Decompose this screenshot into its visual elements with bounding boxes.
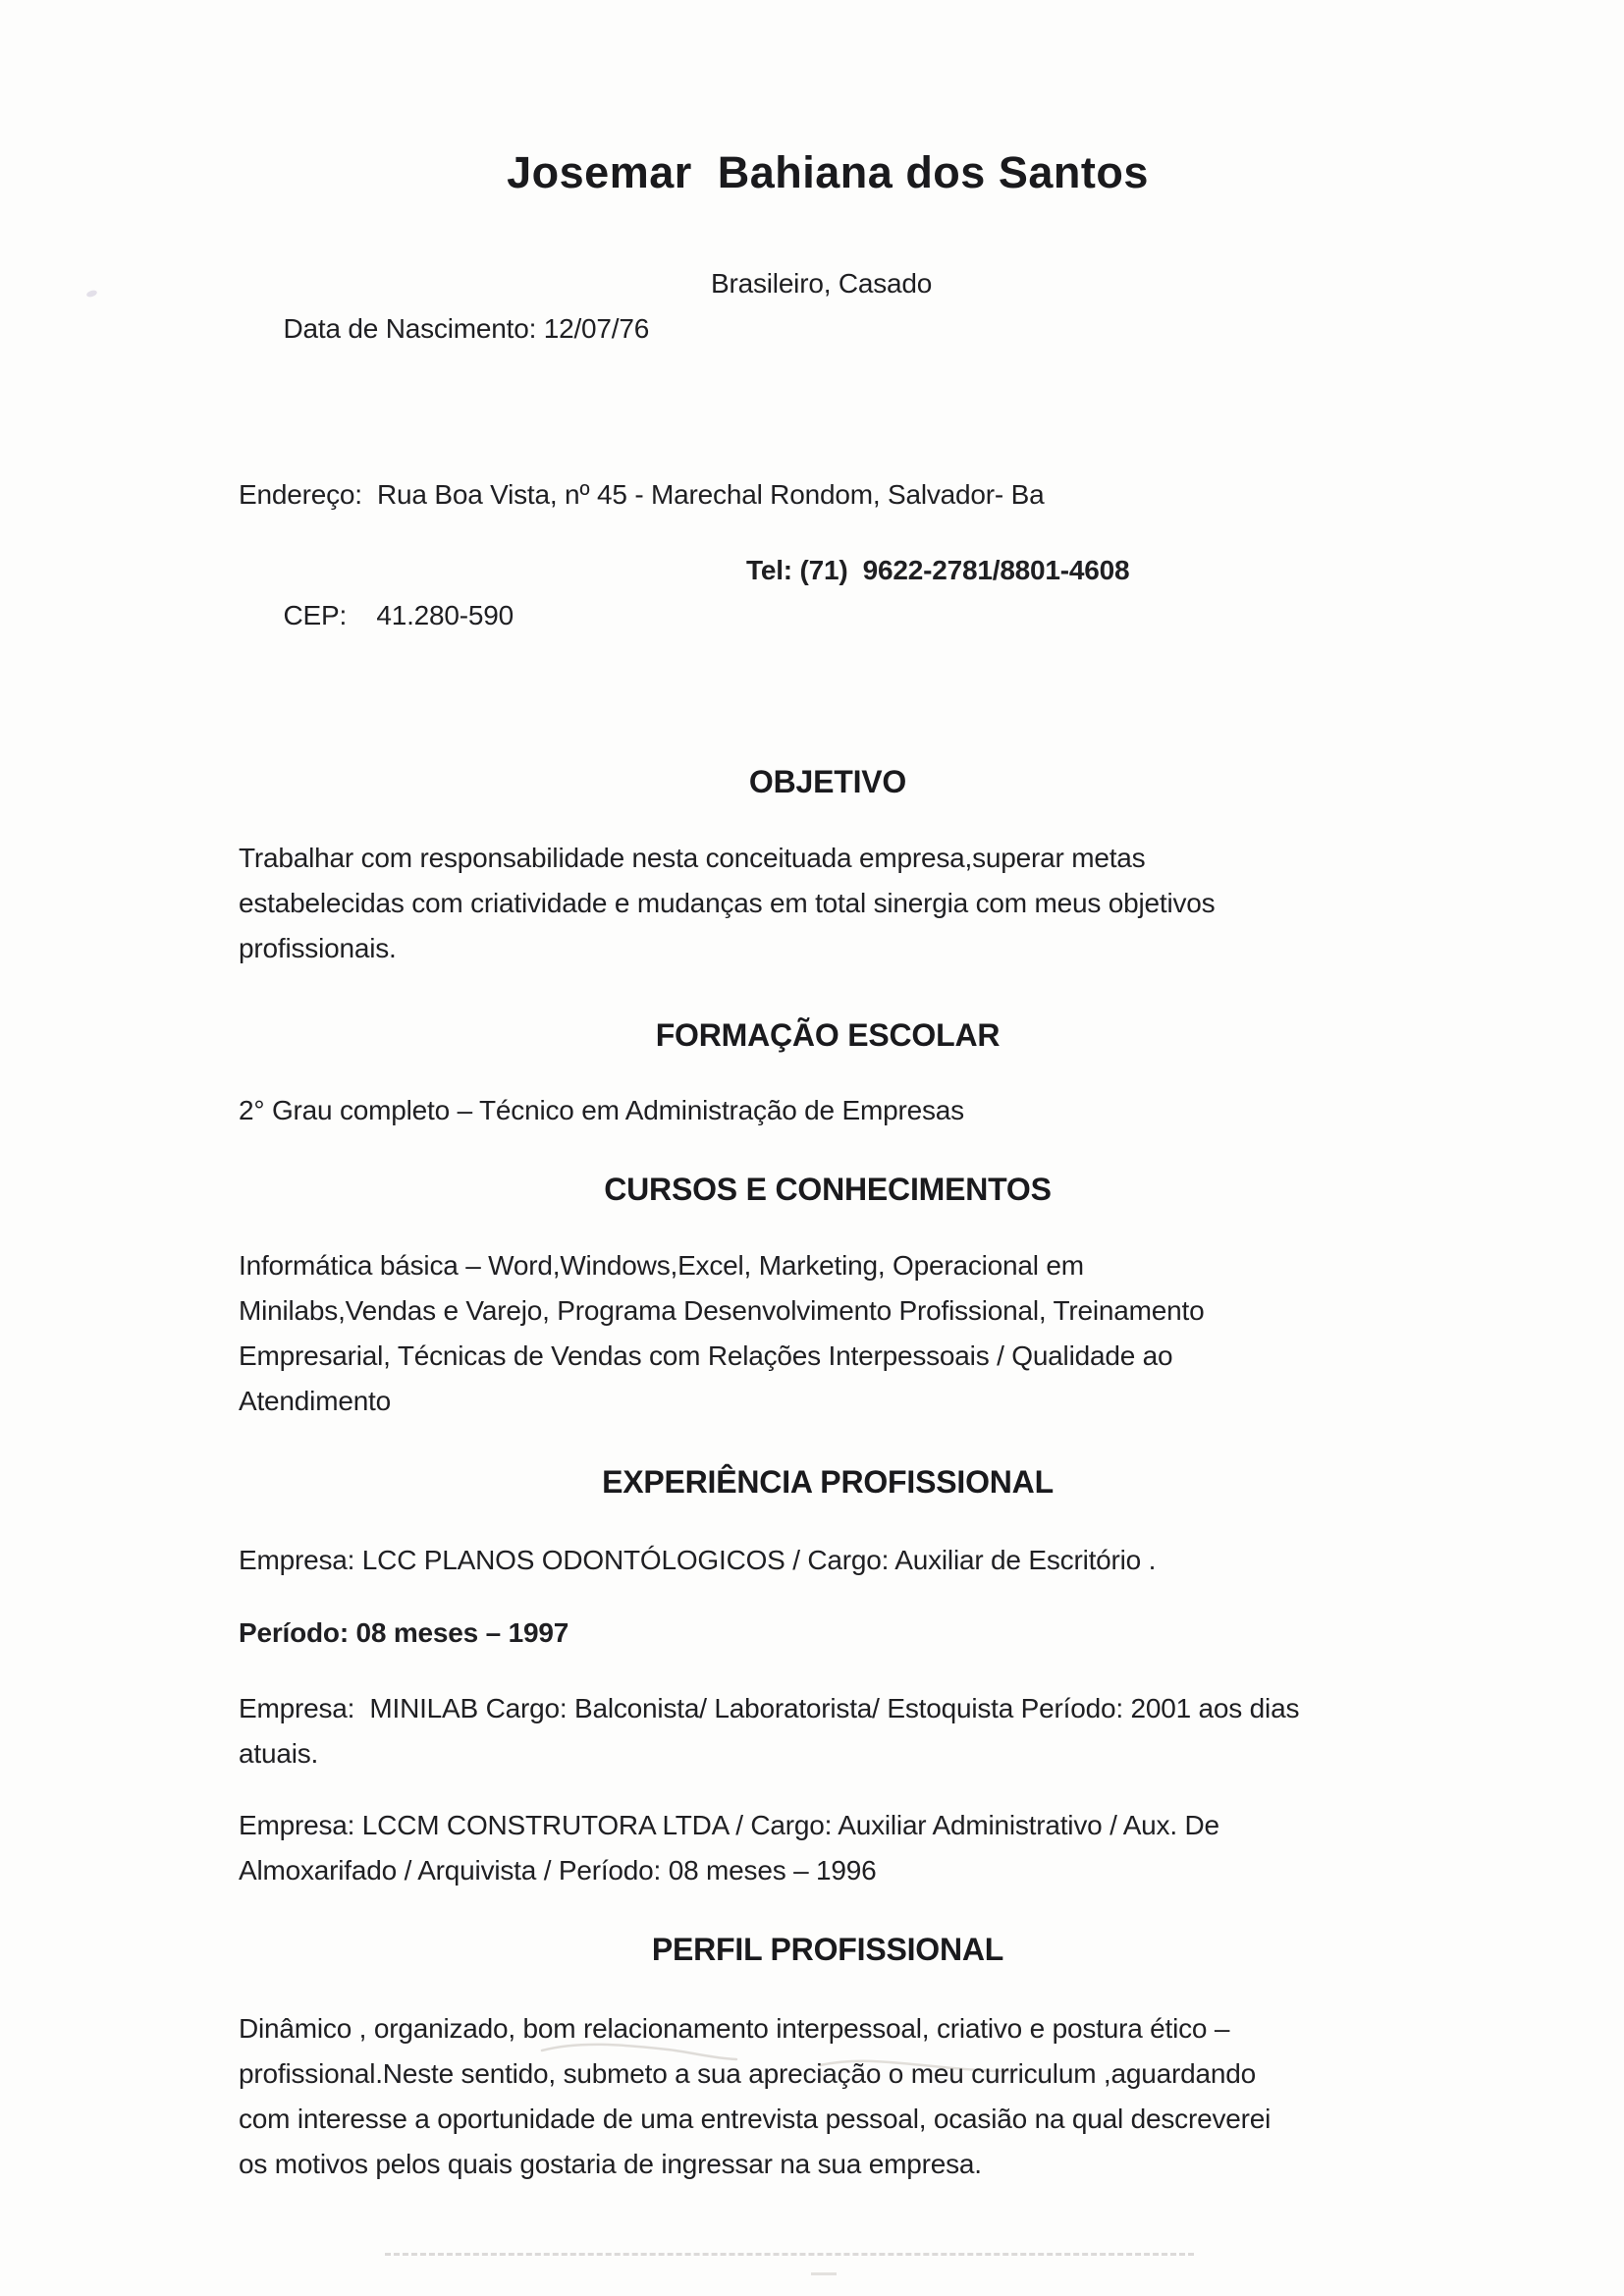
address-line: Endereço: Rua Boa Vista, nº 45 - Marechal Rondom, Salvador- Ba — [239, 479, 1045, 510]
experience-text-line: Empresa: MINILAB Cargo: Balconista/ Laboratorista/ Estoquista Período: 2001 aos dias — [239, 1693, 1300, 1723]
perfil-text-line: os motivos pelos quais gostaria de ingressar na sua empresa. — [239, 2149, 982, 2179]
section-heading-perfil: PERFIL PROFISSIONAL — [651, 1932, 1004, 1967]
perfil-paragraph — [239, 2006, 1417, 2187]
nationality-status: Brasileiro, Casado — [711, 268, 933, 299]
objetivo-paragraph — [239, 836, 1417, 971]
cep-phone-line — [239, 548, 1417, 729]
document-content — [239, 145, 1417, 2187]
experience-entry — [239, 1803, 1417, 1893]
birth-line — [239, 261, 1417, 442]
section-heading-formacao: FORMAÇÃO ESCOLAR — [655, 1017, 1001, 1053]
experience-text-line: atuais. — [239, 1738, 319, 1769]
phone-value: Tel: (71) 9622-2781/8801-4608 — [746, 555, 1130, 585]
experience-entry — [239, 1611, 1417, 1656]
perfil-text-line: profissional.Neste sentido, submeto a sua apreciação o meu curriculum ,aguardando — [239, 2058, 1256, 2089]
cursos-text-line: Atendimento — [239, 1386, 392, 1416]
experience-entry — [239, 1538, 1417, 1583]
scan-dashed-line-artifact — [385, 2253, 1194, 2256]
objetivo-text-line: Trabalhar com responsabilidade nesta conceituada empresa,superar metas — [239, 843, 1146, 873]
experience-text-line: Empresa: LCC PLANOS ODONTÓLOGICOS / Cargo: Auxiliar de Escritório . — [239, 1545, 1157, 1575]
cursos-paragraph — [239, 1243, 1417, 1424]
cursos-text-line: Informática básica – Word,Windows,Excel, Marketing, Operacional em — [239, 1250, 1084, 1281]
experience-text-line: Almoxarifado / Arquivista / Período: 08 meses – 1996 — [239, 1855, 877, 1886]
page-title: Josemar Bahiana dos Santos — [507, 147, 1149, 197]
objetivo-text-line: profissionais. — [239, 933, 397, 963]
experience-entry — [239, 1686, 1417, 1777]
experience-period-line: Período: 08 meses – 1997 — [239, 1617, 569, 1648]
experience-text-line: Empresa: LCCM CONSTRUTORA LTDA / Cargo: Auxiliar Administrativo / Aux. De — [239, 1810, 1219, 1840]
section-heading-cursos: CURSOS E CONHECIMENTOS — [604, 1172, 1052, 1207]
cep-value: CEP: 41.280-590 — [283, 600, 514, 630]
section-heading-objetivo: OBJETIVO — [748, 764, 907, 799]
perfil-text-line: com interesse a oportunidade de uma entrevista pessoal, ocasião na qual descreverei — [239, 2104, 1272, 2134]
birth-value: Data de Nascimento: 12/07/76 — [283, 313, 650, 344]
scan-smudge-artifact — [85, 289, 97, 298]
cursos-text-line: Minilabs,Vendas e Varejo, Programa Desenvolvimento Profissional, Treinamento — [239, 1295, 1205, 1326]
objetivo-text-line: estabelecidas com criatividade e mudanças em total sinergia com meus objetivos — [239, 888, 1216, 918]
section-heading-experiencia: EXPERIÊNCIA PROFISSIONAL — [602, 1464, 1054, 1500]
perfil-text-line: Dinâmico , organizado, bom relacionamento interpessoal, criativo e postura ético – — [239, 2013, 1230, 2044]
scan-mark-artifact — [811, 2272, 837, 2275]
formacao-text-line: 2° Grau completo – Técnico em Administração de Empresas — [239, 1095, 964, 1125]
cursos-text-line: Empresarial, Técnicas de Vendas com Relações Interpessoais / Qualidade ao — [239, 1340, 1173, 1371]
